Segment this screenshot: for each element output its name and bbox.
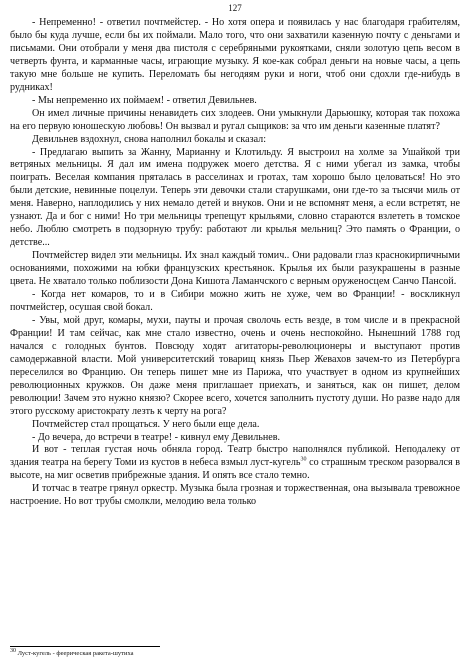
footnote-text: Луст-кугель - феерическая ракета-шутиха bbox=[16, 650, 134, 657]
footnote-divider bbox=[10, 646, 160, 647]
paragraph: - Когда нет комаров, то и в Сибири можно жить не хуже, чем во Франции! - воскликнул почтмейстер, осушая свой бокал. bbox=[10, 289, 460, 313]
footnote-number: 30 bbox=[10, 647, 16, 654]
paragraph: Почтмейстер стал прощаться. У него были еще дела. bbox=[32, 418, 260, 430]
body-text bbox=[10, 17, 460, 509]
paragraph: - Увы, мой друг, комары, мухи, пауты и прочая сволочь есть везде, в том числе и в прекрасной Франции! И там сейчас, как мне стало известно, очень и очень неспокойно. Нынешний 1788 год начался с голодных бунтов. Повсюду ходят агитаторы-революционеры и выступают против самодержавной власти. Мой университетский товарищ князь Пьер Жевахов зачем-то из Петербурга переселился во Францию. Он теперь пишет мне из Парижа, что участвует в одном из крупнейших революционных кружков. Он даже меня приглашает приехать, и заняться, как он пишет, делом революции! Зачем это нужно князю? Скорее всего, хочется заполнить пустоту души. Но разве надо для этого русскому аристократу лезть к черту на рога? bbox=[10, 314, 460, 417]
paragraph-text: со страшным треском разорвался в высоте, на миг осветив прибрежные здания. И опять все стало темно. bbox=[10, 457, 460, 482]
paragraph bbox=[10, 444, 460, 483]
paragraph: Почтмейстер видел эти мельницы. Их знал каждый томич.. Они радовали глаз краснокирпичными основаниями, похожими на юбки французских крестьянок. Крылья их были разукрашены в разные цвета. Не хватало только поблизости Дона Кишота Ламанчского с верным оруженосцем Санчо Пансой. bbox=[10, 250, 460, 288]
footnote-reference: 30 bbox=[300, 457, 307, 464]
paragraph: Он имел личные причины ненавидеть сих злодеев. Они умыкнули Дарьюшку, которая так похожа на его первую юношескую любовь! Он вызвал и ругал сыщиков: за что им деньги казенные платят? bbox=[10, 107, 460, 132]
paragraph: - Непременно! - ответил почтмейстер. - Но хотя опера и появилась у нас благодаря грабителям, было бы куда лучше, если бы их поймали. Мало того, что они захватили казенную почту с деньгами и письмами. Они отобрали у меня два пистоля с серебряными рукоятками, сняли золотую цепь весом в четверть фунта, и карманные часы, играющие музыку. Я кое-как собрал деньги на новые часы, а цепь такую мне больше не купить. Переломать бы негодяям руки и ноги, чтоб они сдохли где-нибудь в рудниках! bbox=[10, 17, 460, 93]
paragraph: - До вечера, до встречи в театре! - кивнул ему Девильнев. bbox=[32, 431, 281, 443]
paragraph: Девильнев вздохнул, снова наполнил бокалы и сказал: bbox=[32, 133, 267, 145]
paragraph: - Предлагаю выпить за Жанну, Марианну и Клотильду. Я выстроил на холме за Ушайкой три ветряных мельницы. Я дал им имена подружек моего детства. Я с ними убегал из замка, чтобы поиграть. Веселая компания пряталась в расселинах и гротах, там хорошо было целоваться! Но это были детские, невинные поцелуи. Теперь эти девочки стали старушками, они где-то за тысячи миль от меня. Наверно, наплодились у них немало детей и внуков. Они и не вспомнят меня, а если встретят, не узнают. Да и бог с ними! Но три мельницы трепещут крыльями, словно стараются взлететь в томское небо. Люблю смотреть в подзорную трубу: работают ли крылья мельниц? Это память о Франции, о детстве... bbox=[10, 146, 460, 249]
paragraph: - Мы непременно их поймаем! - ответил Девильнев. bbox=[32, 94, 257, 106]
paragraph-text: И вот - теплая густая ночь обняла город. Театр быстро наполнялся публикой. Неподалеку от здания театра на берегу Томи из кустов в небеса взмыл луст-кугель bbox=[10, 444, 460, 469]
page-number: 127 bbox=[228, 3, 242, 13]
footnote bbox=[10, 647, 460, 657]
paragraph: И тотчас в театре грянул оркестр. Музыка была грозная и торжественная, она вызывала тревожное настроение. Но вот трубы смолкли, мелодию вела только bbox=[10, 483, 460, 508]
